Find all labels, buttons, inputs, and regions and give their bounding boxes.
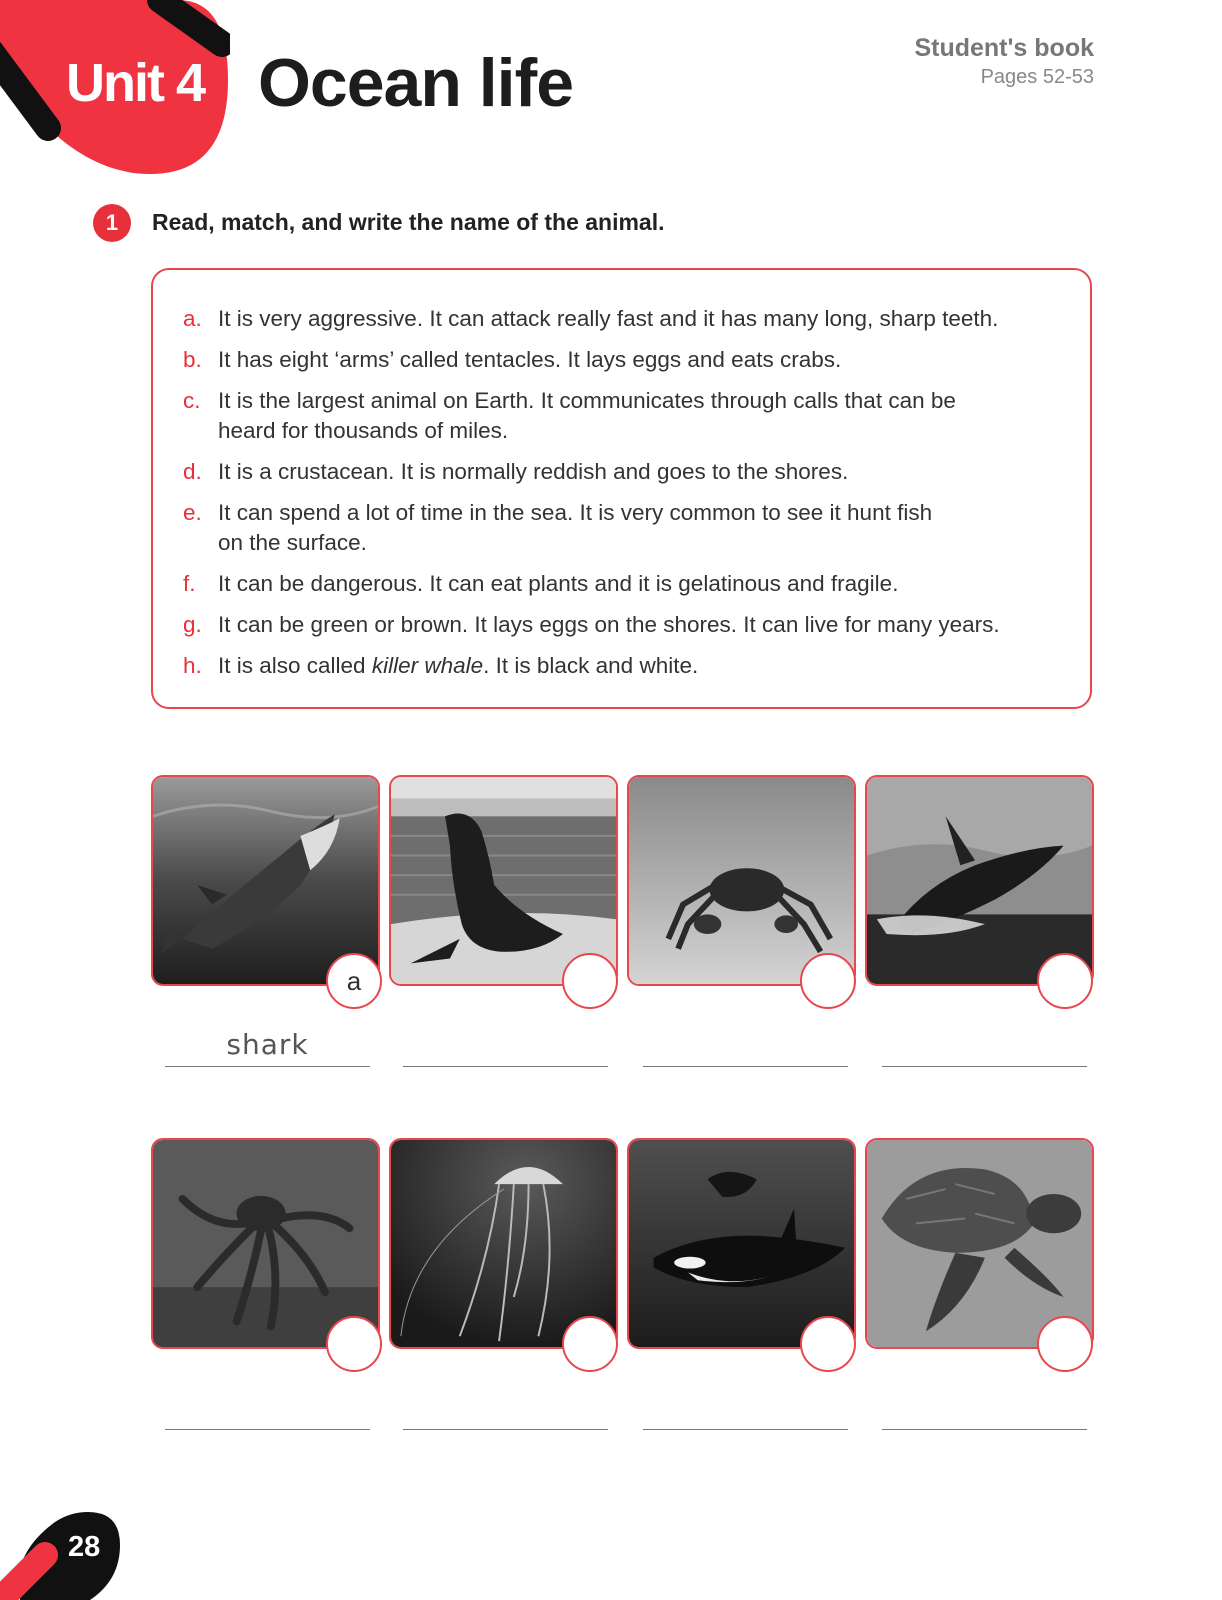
answer-line[interactable] [643,1066,848,1067]
answer-line[interactable] [882,1429,1087,1430]
clue-item [183,304,1063,334]
book-label: Student's book [914,34,1094,62]
clue-text: It can be dangerous. It can eat plants and it is gelatinous and fragile. [218,571,899,596]
clue-letter: a. [183,306,202,331]
clue-letter: f. [183,571,196,596]
clue-text-after: . It is black and white. [483,653,699,678]
book-reference [914,34,1094,89]
clue-text: It can be green or brown. It lays eggs on the shores. It can live for many years. [218,612,1000,637]
clue-letter: h. [183,653,202,678]
answer-line[interactable] [403,1066,608,1067]
page-number: 28 [68,1531,101,1563]
clue-text [218,651,1063,681]
answer-line[interactable] [165,1429,370,1430]
answer-circle[interactable] [562,1316,618,1372]
clue-text: It can spend a lot of time in the sea. It is very common to see it hunt fish on the surface. [218,500,933,555]
clue-item [183,457,1063,487]
clue-text: It is very aggressive. It can attack really fast and it has many long, sharp teeth. [218,306,999,331]
pages-label: Pages 52-53 [980,66,1094,88]
exercise-number-badge: 1 [93,204,131,242]
page-title: Ocean life [258,45,574,121]
clue-text: It is a crustacean. It is normally reddish and goes to the shores. [218,459,849,484]
answer-circle[interactable]: a [326,953,382,1009]
unit-label: Unit 4 [66,53,205,113]
exercise-instruction: Read, match, and write the name of the animal. [152,209,665,235]
clue-list [183,304,1063,692]
answer-line[interactable] [403,1429,608,1430]
clue-item [183,386,1063,446]
answer-line[interactable] [643,1429,848,1430]
page-number-badge [0,1500,130,1600]
clue-letter: g. [183,612,202,637]
clue-text-italic: killer whale [371,653,484,678]
answer-line[interactable] [165,1066,370,1067]
clue-letter: d. [183,459,202,484]
answer-circle[interactable] [562,953,618,1009]
clue-item [183,651,1063,681]
clue-letter: c. [183,388,201,413]
clue-item [183,345,1063,375]
answer-circle[interactable] [800,1316,856,1372]
clue-item [183,498,1063,558]
answer-circle[interactable] [1037,1316,1093,1372]
clue-box [151,268,1092,709]
clue-text-before: It is also called [218,653,372,678]
answer-line[interactable] [882,1066,1087,1067]
clue-item [183,569,1063,599]
clue-text: It is the largest animal on Earth. It communicates through calls that can be heard for thousands of miles. [218,388,956,443]
clue-letter: e. [183,500,202,525]
clue-item [183,610,1063,640]
clue-letter: b. [183,347,202,372]
answer-circle[interactable] [800,953,856,1009]
clue-text: It has eight ‘arms’ called tentacles. It lays eggs and eats crabs. [218,347,842,372]
answer-circle[interactable] [1037,953,1093,1009]
answer-circle[interactable] [326,1316,382,1372]
answer-text: shark [226,1028,309,1061]
